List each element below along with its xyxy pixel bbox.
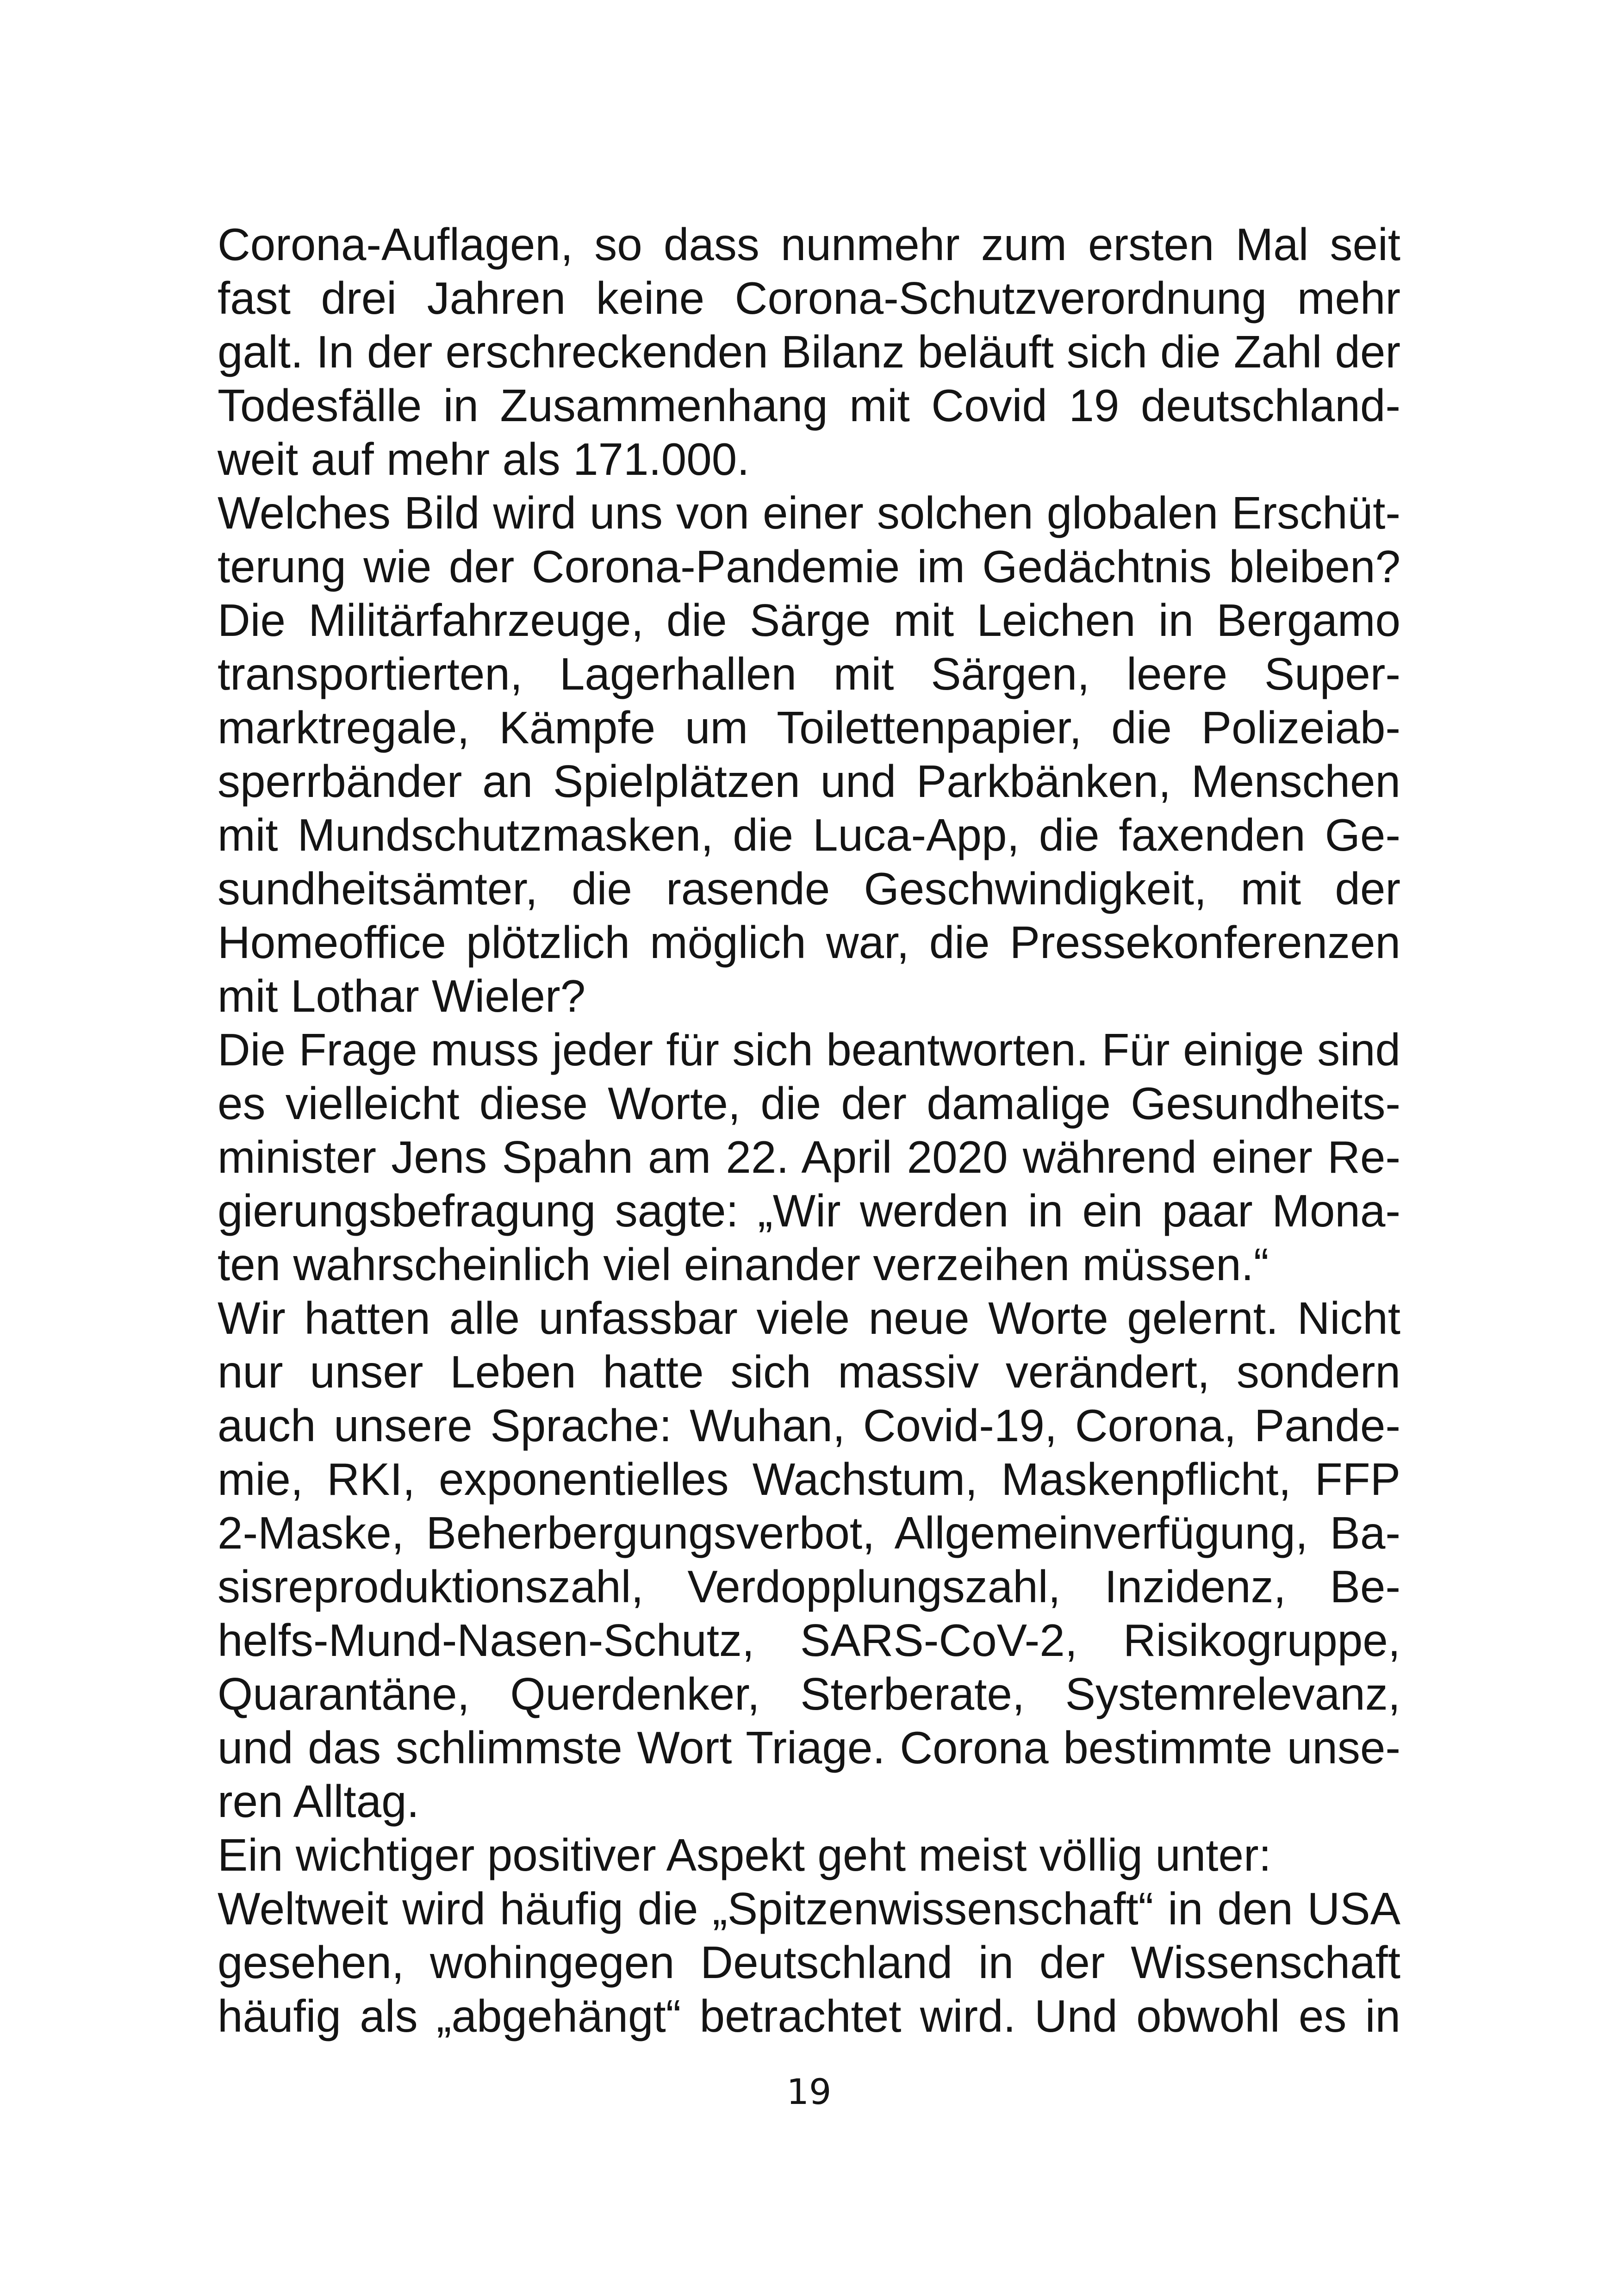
text-line: Welches Bild wird uns von einer solchen globalen Erschüt- <box>218 487 1400 538</box>
text-line: Ein wichtiger positiver Aspekt geht meist völlig unter: <box>218 1829 1271 1880</box>
text-line: mie, RKI, exponentielles Wachstum, Maskenpflicht, FFP <box>218 1454 1400 1505</box>
text-line: Wir hatten alle unfassbar viele neue Worte gelernt. Nicht <box>218 1293 1400 1344</box>
text-line: galt. In der erschreckenden Bilanz beläuft sich die Zahl der <box>218 326 1400 377</box>
text-line: minister Jens Spahn am 22. April 2020 während einer Re- <box>218 1132 1400 1182</box>
text-line: sperrbänder an Spielplätzen und Parkbänken, Menschen <box>218 756 1400 807</box>
text-line: sisreproduktionszahl, Verdopplungszahl, Inzidenz, Be- <box>218 1561 1400 1612</box>
text-line: häufig als „abgehängt“ betrachtet wird. Und obwohl es in <box>218 1991 1400 2041</box>
text-line: gesehen, wohingegen Deutschland in der Wissenschaft <box>218 1937 1400 1988</box>
text-line: transportierten, Lagerhallen mit Särgen, leere Super- <box>218 648 1400 699</box>
text-line: nur unser Leben hatte sich massiv verändert, sondern <box>218 1346 1400 1397</box>
text-line: helfs-Mund-Nasen-Schutz, SARS-CoV-2, Risikogruppe, <box>218 1615 1400 1666</box>
text-line: mit Mundschutzmasken, die Luca-App, die faxenden Ge- <box>218 809 1400 860</box>
text-line: terung wie der Corona-Pandemie im Gedächtnis bleiben? <box>218 541 1400 592</box>
text-line: auch unsere Sprache: Wuhan, Covid-19, Corona, Pande- <box>218 1400 1400 1451</box>
text-line: fast drei Jahren keine Corona-Schutzverordnung mehr <box>218 273 1400 324</box>
text-line: Homeoffice plötzlich möglich war, die Pressekonferenzen <box>218 917 1400 968</box>
page-number: 19 <box>786 2071 832 2112</box>
text-line: ten wahrscheinlich viel einander verzeihen müssen.“ <box>218 1239 1269 1290</box>
text-line: Corona-Auflagen, so dass nunmehr zum ersten Mal seit <box>218 219 1400 270</box>
text-line: Die Militärfahrzeuge, die Särge mit Leichen in Bergamo <box>218 595 1400 646</box>
text-line: und das schlimmste Wort Triage. Corona bestimmte unse- <box>218 1722 1400 1773</box>
text-line: 2-Maske, Beherbergungsverbot, Allgemeinverfügung, Ba- <box>218 1507 1400 1558</box>
text-line: sundheitsämter, die rasende Geschwindigkeit, mit der <box>218 863 1400 914</box>
text-line: Todesfälle in Zusammenhang mit Covid 19 deutschland- <box>218 380 1400 431</box>
text-line: es vielleicht diese Worte, die der damalige Gesundheits- <box>218 1078 1400 1129</box>
text-line: Die Frage muss jeder für sich beantworten. Für einige sind <box>218 1024 1400 1075</box>
text-line: weit auf mehr als 171.000. <box>218 434 750 485</box>
text-line: mit Lothar Wieler? <box>218 971 586 1021</box>
text-line: Weltweit wird häufig die „Spitzenwissenschaft“ in den USA <box>218 1883 1400 1934</box>
text-line: Quarantäne, Querdenker, Sterberate, Systemrelevanz, <box>218 1668 1400 1719</box>
body-text <box>218 218 1400 2043</box>
text-line: gierungsbefragung sagte: „Wir werden in ein paar Mona- <box>218 1185 1400 1236</box>
text-line: ren Alltag. <box>218 1776 419 1827</box>
text-line: marktregale, Kämpfe um Toilettenpapier, die Polizeiab- <box>218 702 1400 753</box>
